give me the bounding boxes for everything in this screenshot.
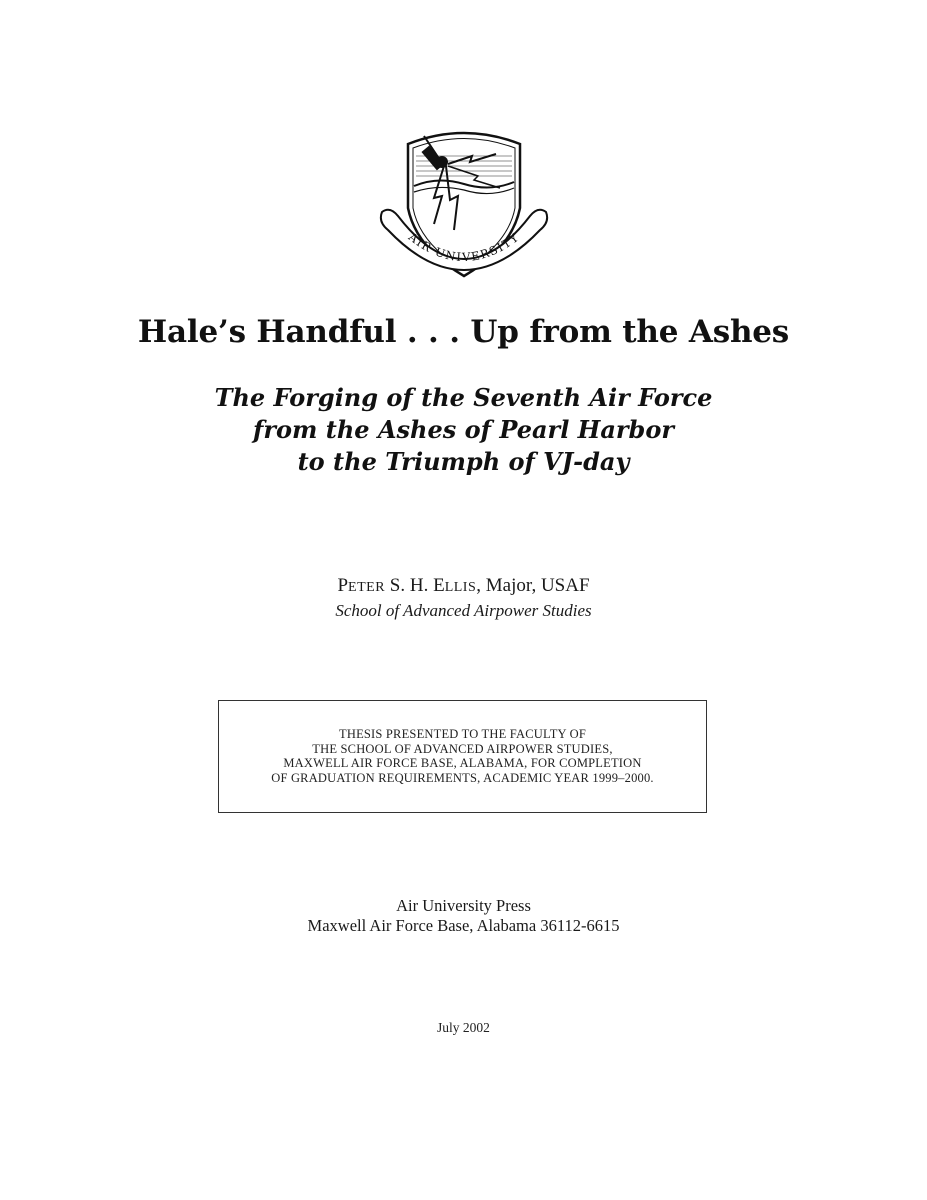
publisher-block — [0, 896, 927, 936]
author-school: School of Advanced Airpower Studies — [335, 601, 592, 620]
publisher-address: Maxwell Air Force Base, Alabama 36112-6615 — [307, 916, 620, 935]
publication-date: July 2002 — [437, 1020, 490, 1035]
author-block — [0, 574, 927, 622]
air-university-seal-logo — [378, 126, 550, 288]
thesis-line: MAXWELL AIR FORCE BASE, ALABAMA, FOR COMPLETION — [283, 756, 642, 770]
author-line — [0, 574, 927, 599]
subtitle-line: to the Triumph of VJ-day — [297, 447, 630, 476]
thesis-statement-box — [218, 700, 707, 813]
author-last-rest: LLIS — [444, 580, 477, 595]
thesis-line: THE SCHOOL OF ADVANCED AIRPOWER STUDIES, — [312, 741, 613, 756]
thesis-line: OF GRADUATION REQUIREMENTS, ACADEMIC YEAR 1999–2000. — [271, 770, 654, 785]
subtitle-line: The Forging of the Seventh Air Force — [214, 383, 713, 412]
document-subtitle — [0, 382, 927, 478]
subtitle-line: from the Ashes of Pearl Harbor — [253, 415, 674, 444]
thesis-statement — [219, 727, 706, 785]
author-first-rest: ETER — [348, 580, 386, 595]
thesis-line: THESIS PRESENTED TO THE FACULTY OF — [339, 727, 586, 741]
author-first-initial: P — [337, 575, 349, 596]
author-rank: , Major, USAF — [476, 575, 590, 596]
author-last-initial: E — [433, 575, 445, 596]
author-initials: S. H. — [385, 575, 434, 596]
seal-ribbon-text: AIR UNIVERSITY — [405, 229, 523, 265]
publisher-name: Air University Press — [396, 896, 531, 915]
document-title: Hale’s Handful . . . Up from the Ashes — [137, 314, 790, 350]
